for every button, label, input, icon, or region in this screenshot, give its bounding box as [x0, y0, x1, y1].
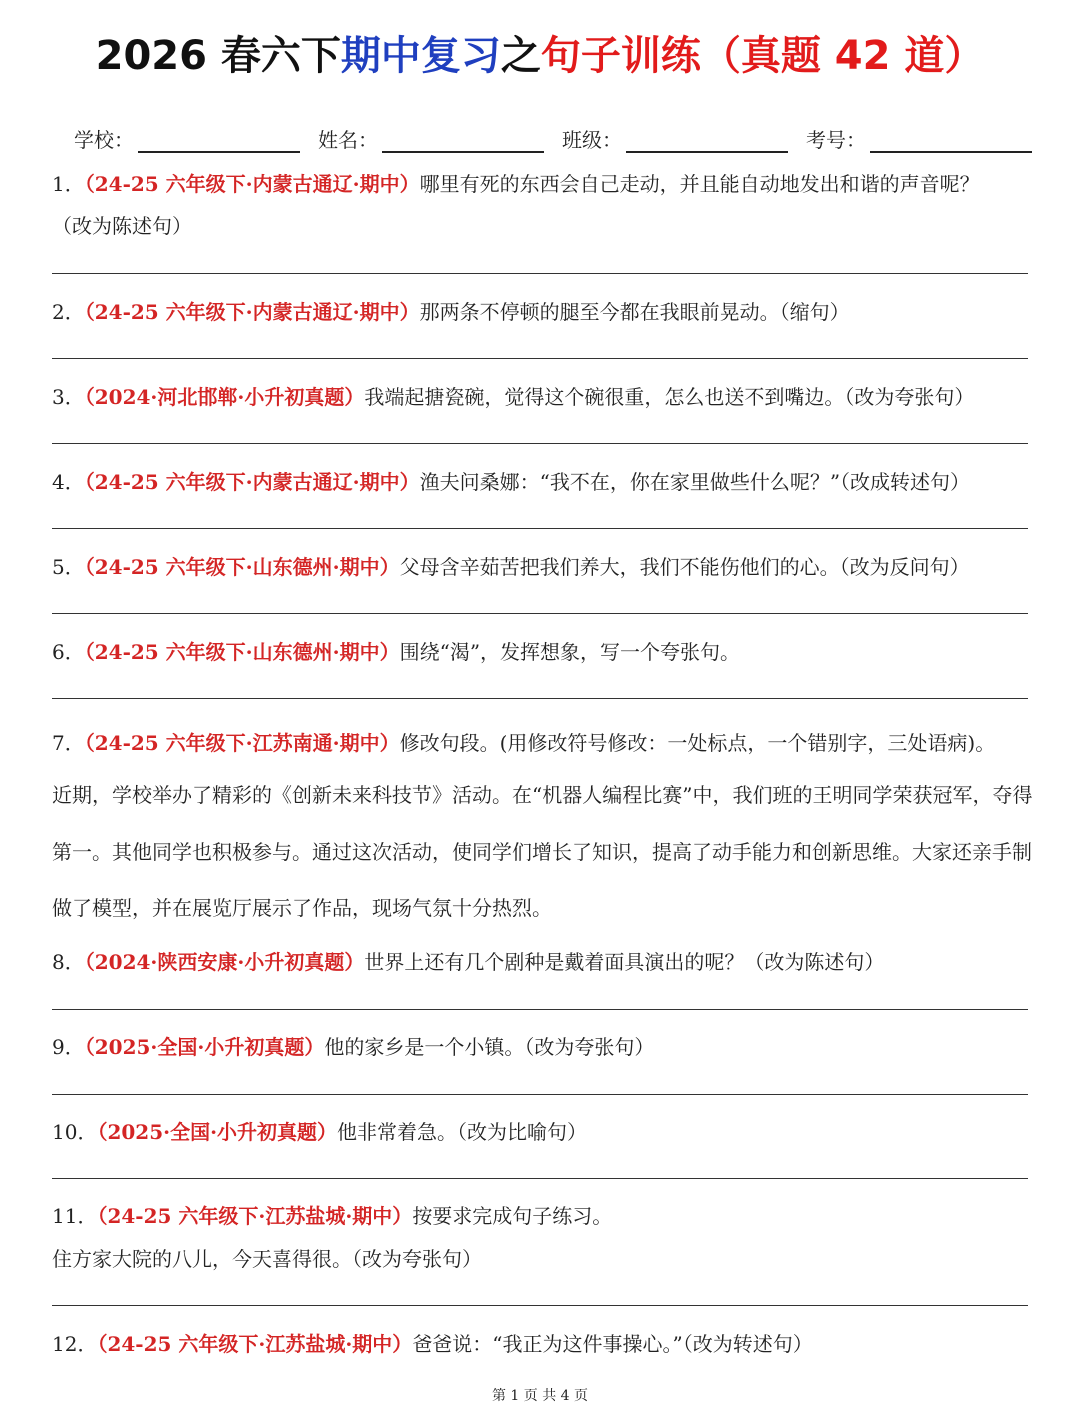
question-1-instruction: （改为陈述句）: [52, 214, 192, 238]
question-5: [52, 551, 1042, 580]
question-text: 父母含辛茹苦把我们养大，我们不能伤他们的心。（改为反问句）: [399, 555, 970, 579]
question-number: 3．: [52, 385, 85, 409]
school-label: 学校：: [74, 128, 134, 152]
question-source: （24-25 六年级下·山东德州·期中）: [84, 555, 400, 579]
answer-line-5[interactable]: [52, 613, 1028, 614]
question-text: 他非常着急。（改为比喻句）: [337, 1120, 588, 1144]
title-part-topic: 句子训练（真题 42 道）: [540, 33, 985, 79]
question-number: 2．: [52, 300, 85, 324]
answer-line-11[interactable]: [52, 1305, 1028, 1306]
name-label: 姓名：: [318, 128, 378, 152]
question-11: [52, 1200, 1042, 1229]
class-blank[interactable]: [626, 133, 788, 153]
page-footer: 第 1 页 共 4 页: [491, 1388, 589, 1404]
exam-no-label: 考号：: [806, 128, 866, 152]
question-number: 12．: [52, 1332, 98, 1356]
answer-line-3[interactable]: [52, 443, 1028, 444]
question-source: （2024·河北邯郸·小升初真题）: [84, 385, 365, 409]
question-12: [52, 1328, 1042, 1357]
question-6: [52, 636, 1042, 665]
question-11-sentence: 住方家大院的八儿，今天喜得很。（改为夸张句）: [52, 1247, 482, 1271]
question-text: 围绕“渴”，发挥想象，写一个夸张句。: [399, 640, 741, 664]
question-9: [52, 1031, 1042, 1060]
question-number: 10．: [52, 1120, 98, 1144]
title-part-midterm: 期中复习: [340, 33, 501, 79]
question-source: （24-25 六年级下·江苏南通·期中）: [84, 731, 400, 755]
question-number: 4．: [52, 470, 85, 494]
school-field: [74, 124, 310, 153]
question-text: 哪里有死的东西会自己走动，并且能自动地发出和谐的声音呢？: [419, 172, 980, 196]
class-label: 班级：: [562, 128, 622, 152]
question-source: （24-25 六年级下·内蒙古通辽·期中）: [84, 470, 420, 494]
question-number: 9．: [52, 1035, 85, 1059]
question-source: （24-25 六年级下·内蒙古通辽·期中）: [84, 300, 420, 324]
title-part-of: 之: [500, 33, 541, 79]
question-text: 渔夫问桑娜：“我不在，你在家里做些什么呢？”（改成转述句）: [419, 470, 971, 494]
question-source: （2024·陕西安康·小升初真题）: [84, 950, 365, 974]
question-number: 1．: [52, 172, 85, 196]
answer-line-2[interactable]: [52, 358, 1028, 359]
question-text: 我端起搪瓷碗，觉得这个碗很重，怎么也送不到嘴边。（改为夸张句）: [364, 385, 975, 409]
title-part-year: 2026 春六下: [95, 33, 341, 79]
question-number: 6．: [52, 640, 85, 664]
question-source: （24-25 六年级下·江苏盐城·期中）: [97, 1332, 413, 1356]
answer-line-4[interactable]: [52, 528, 1028, 529]
question-text: 世界上还有几个剧种是戴着面具演出的呢？（改为陈述句）: [364, 950, 885, 974]
answer-line-1[interactable]: [52, 273, 1028, 274]
page-title: [0, 24, 1080, 81]
question-8: [52, 946, 1042, 975]
answer-line-10[interactable]: [52, 1178, 1028, 1179]
name-field: [318, 124, 554, 153]
question-7-paragraph: 近期，学校举办了精彩的《创新未来科技节》活动。在“机器人编程比赛”中，我们班的王明同学荣获冠军，夺得第一。其他同学也积极参与。通过这次活动，使同学们增长了知识，提高了动手能力和创新思维。大家还亲手制做了模型，并在展览厅展示了作品，现场气氛十分热烈。: [52, 783, 1033, 920]
question-source: （24-25 六年级下·江苏盐城·期中）: [97, 1204, 413, 1228]
school-blank[interactable]: [138, 133, 300, 153]
question-source: （2025·全国·小升初真题）: [97, 1120, 338, 1144]
question-text: 那两条不停顿的腿至今都在我眼前晃动。（缩句）: [419, 300, 850, 324]
answer-line-9[interactable]: [52, 1094, 1028, 1095]
question-7: [52, 727, 1042, 756]
question-number: 11．: [52, 1204, 98, 1228]
question-text: 爸爸说：“我正为这件事操心。”（改为转述句）: [412, 1332, 813, 1356]
question-number: 8．: [52, 950, 85, 974]
student-info-row: [74, 124, 1034, 153]
question-source: （24-25 六年级下·内蒙古通辽·期中）: [84, 172, 420, 196]
name-blank[interactable]: [382, 133, 544, 153]
answer-line-6[interactable]: [52, 698, 1028, 699]
question-1: [52, 168, 1042, 197]
answer-line-8[interactable]: [52, 1009, 1028, 1010]
question-source: （24-25 六年级下·山东德州·期中）: [84, 640, 400, 664]
question-number: 7．: [52, 731, 85, 755]
exam-no-blank[interactable]: [870, 133, 1032, 153]
question-number: 5．: [52, 555, 85, 579]
class-field: [562, 124, 798, 153]
question-text: 按要求完成句子练习。: [412, 1204, 613, 1228]
question-source: （2025·全国·小升初真题）: [84, 1035, 325, 1059]
question-3: [52, 381, 1042, 410]
question-4: [52, 466, 1042, 495]
question-10: [52, 1116, 1042, 1145]
exam-no-field: [806, 124, 1042, 153]
question-text: 修改句段。(用修改符号修改：一处标点，一个错别字，三处语病)。: [399, 731, 996, 755]
question-2: [52, 296, 1042, 325]
question-text: 他的家乡是一个小镇。（改为夸张句）: [324, 1035, 655, 1059]
